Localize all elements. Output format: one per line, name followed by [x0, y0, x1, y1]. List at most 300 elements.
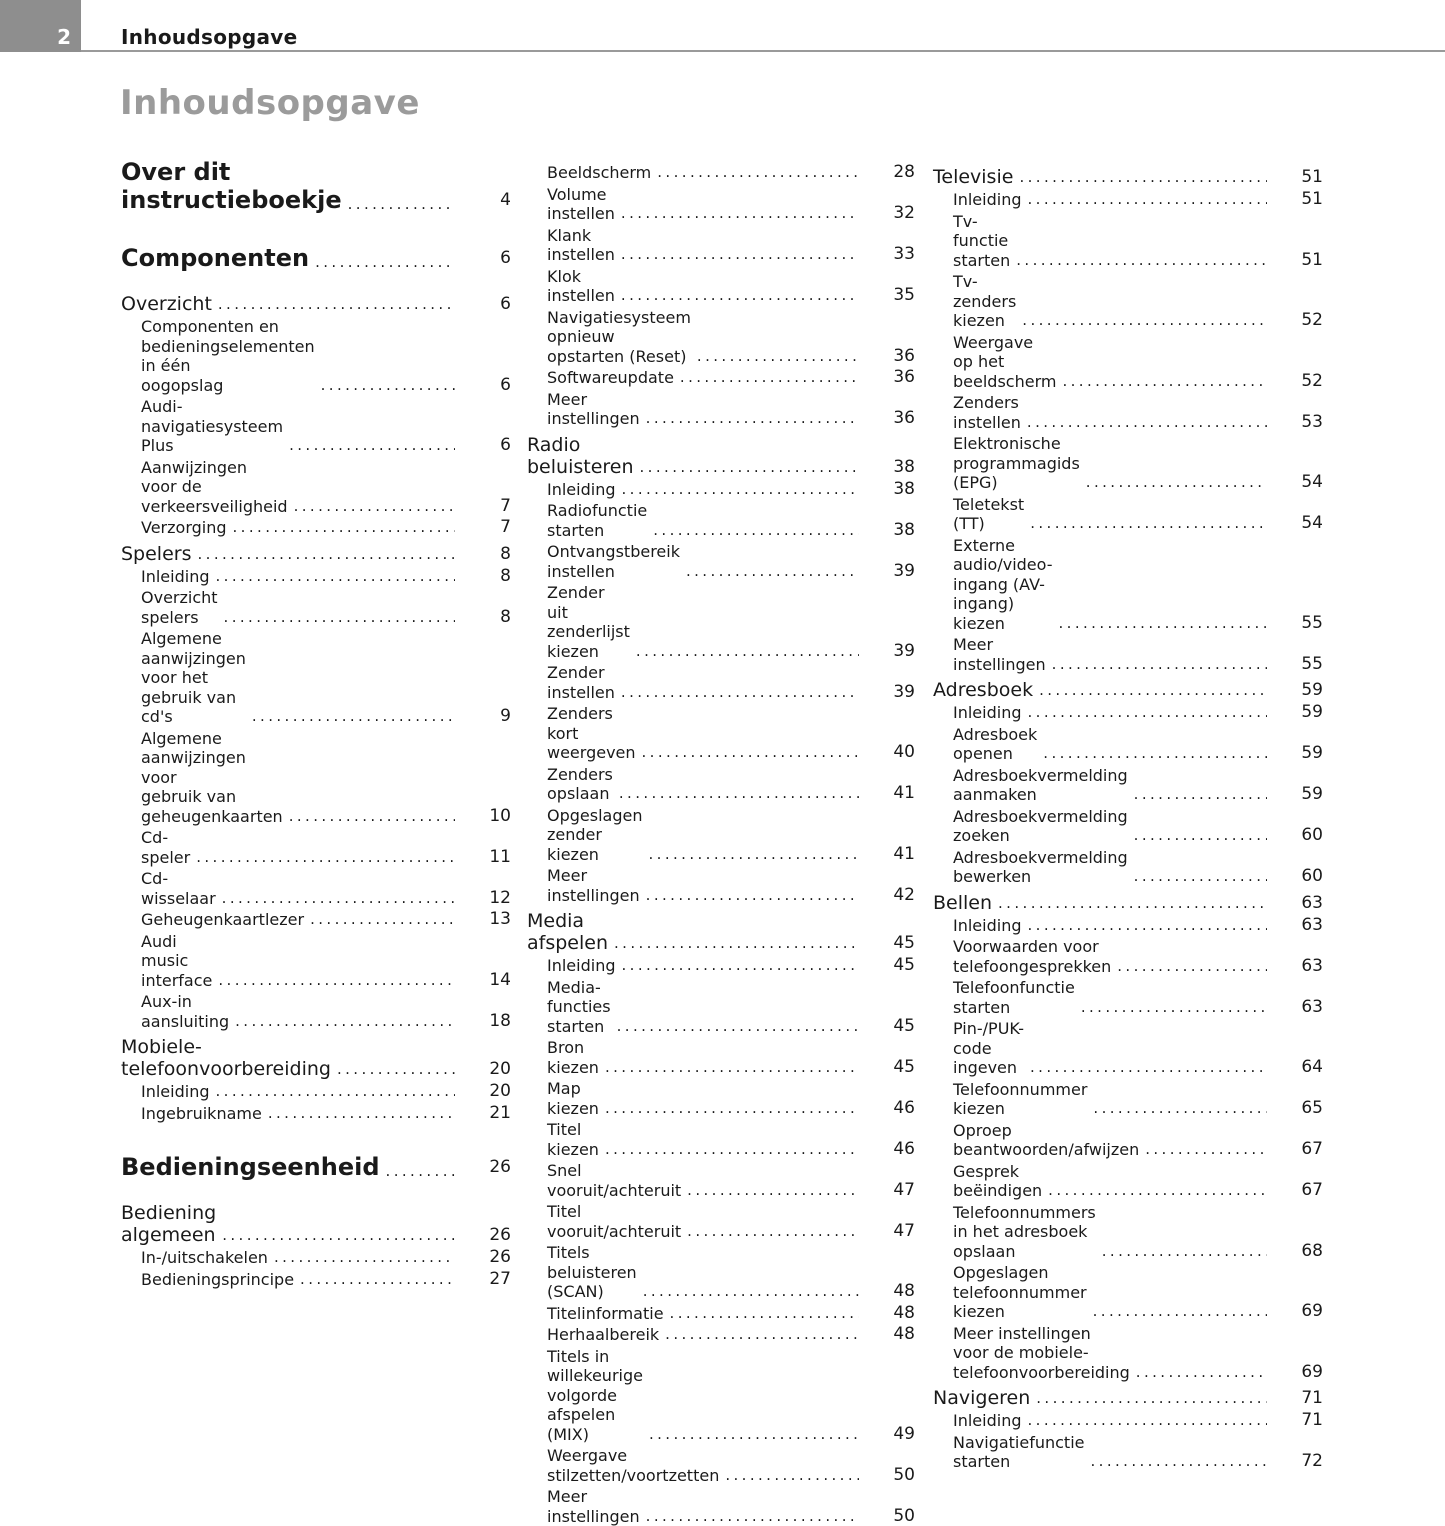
running-header: Inhoudsopgave: [121, 25, 298, 49]
toc-entry-title: Inleiding: [953, 190, 1022, 210]
toc-leader-dots: [647, 521, 859, 541]
toc-entry-title: Weergave stilzetten/voortzetten: [547, 1446, 719, 1485]
toc-page-number: 6: [455, 293, 511, 315]
toc-entry-title: Titel kiezen: [547, 1120, 599, 1159]
toc-entry-title: Weergave op het beeldscherm: [953, 333, 1056, 392]
toc-subentry: [527, 763, 915, 804]
toc-entry-title: Volume instellen: [547, 185, 615, 224]
toc-entry-title: Meer instellingen: [547, 390, 640, 429]
toc-entry-title: Navigeren: [933, 1387, 1030, 1409]
toc-subentry: [933, 188, 1323, 210]
toc-leader-dots: [1111, 957, 1267, 977]
toc-leader-dots: [216, 1224, 455, 1246]
toc-subentry: [933, 210, 1323, 271]
toc-page-number: 67: [1267, 1181, 1323, 1201]
toc-page-number: 52: [1267, 372, 1323, 392]
toc-page-number: 54: [1267, 473, 1323, 493]
toc-page-number: 9: [455, 707, 511, 727]
toc-leader-dots: [1030, 1387, 1267, 1409]
toc-entry-title: Adresboek openen: [953, 725, 1037, 764]
toc-subentry: [527, 388, 915, 429]
toc-page-number: 68: [1267, 1242, 1323, 1262]
toc-entry-title: Overzicht: [121, 293, 212, 315]
toc-page-number: 21: [455, 1104, 511, 1124]
toc-entry-title: Inleiding: [953, 1411, 1022, 1431]
toc-entry-title: Componenten: [121, 244, 309, 272]
toc-entry-title: Pin-/PUK-code ingeven: [953, 1019, 1024, 1078]
toc-page-number: 26: [455, 1224, 511, 1246]
toc-entry-title: Bron kiezen: [547, 1038, 599, 1077]
toc-subentry: [527, 1118, 915, 1159]
toc-subentry: [933, 493, 1323, 534]
toc-subentry: [933, 1409, 1323, 1431]
toc-subentry: [527, 1036, 915, 1077]
toc-page-number: 26: [455, 1153, 511, 1181]
toc-page-number: 18: [455, 1012, 511, 1032]
toc-page-number: 39: [859, 562, 915, 582]
toc-subentry: [527, 1345, 915, 1445]
toc-entry-title: Telefoonfunctie starten: [953, 978, 1075, 1017]
toc-page-number: 63: [1267, 892, 1323, 914]
toc-leader-dots: [1056, 372, 1267, 392]
page-number: 2: [57, 25, 71, 49]
toc-page-number: 63: [1267, 998, 1323, 1018]
toc-entry-title: Klank instellen: [547, 226, 615, 265]
toc-subentry: [527, 306, 915, 367]
toc-subentry: [527, 499, 915, 540]
toc-entry-title: Adresboek: [933, 679, 1033, 701]
toc-leader-dots: [227, 518, 455, 538]
toc-subentry: [121, 990, 511, 1031]
toc-page-number: 14: [455, 971, 511, 991]
toc-subentry: [933, 1160, 1323, 1201]
toc-leader-dots: [262, 1104, 455, 1124]
toc-entry-title: Zender instellen: [547, 663, 615, 702]
toc-leader-dots: [1080, 473, 1267, 493]
toc-page-number: 11: [455, 848, 511, 868]
toc-leader-dots: [615, 245, 859, 265]
toc-leader-dots: [1087, 1099, 1267, 1119]
toc-entry-title: Titel vooruit/achteruit: [547, 1202, 681, 1241]
toc-entry-title: Externe audio/video-ingang (AV- ingang) kiezen: [953, 536, 1053, 634]
toc-column-2: [527, 161, 915, 1526]
toc-page-number: 45: [859, 956, 915, 976]
toc-entry-title: Zender uit zenderlijst kiezen: [547, 583, 630, 661]
toc-page-number: 54: [1267, 514, 1323, 534]
toc-page-number: 59: [1267, 679, 1323, 701]
toc-page-number: 6: [455, 244, 511, 272]
toc-subentry: [933, 1201, 1323, 1262]
toc-subentry: [527, 864, 915, 905]
toc-page-number: 36: [859, 368, 915, 388]
toc-entry-title: Zenders instellen: [953, 393, 1021, 432]
toc-page-number: 47: [859, 1181, 915, 1201]
toc-leader-dots: [192, 543, 456, 565]
toc-entry-title: Map kiezen: [547, 1079, 599, 1118]
toc-page-number: 53: [1267, 413, 1323, 433]
toc-entry-title: Telefoonnummers in het adresboek opslaan: [953, 1203, 1096, 1262]
toc-entry-title: Titels in willekeurige volgorde afspelen (MIX): [547, 1347, 643, 1445]
toc-leader-dots: [1042, 1181, 1267, 1201]
toc-leader-dots: [1130, 1363, 1267, 1383]
toc-subentry: [527, 1159, 915, 1200]
toc-leader-dots: [1016, 311, 1267, 331]
toc-page-number: 71: [1267, 1411, 1323, 1431]
toc-subentry: [527, 1444, 915, 1485]
toc-subentry: [527, 265, 915, 306]
toc-page-number: 4: [455, 186, 511, 214]
toc-page-number: 36: [859, 409, 915, 429]
toc-page-number: 7: [455, 497, 511, 517]
toc-subentry: [933, 805, 1323, 846]
toc-subentry: [933, 432, 1323, 493]
toc-subentry: [933, 534, 1323, 634]
toc-page-number: 46: [859, 1099, 915, 1119]
toc-leader-dots: [616, 480, 860, 500]
toc-page-number: 10: [455, 807, 511, 827]
toc-entry-title: Media afspelen: [527, 910, 608, 954]
toc-leader-dots: [331, 1058, 455, 1080]
page-number-box: [0, 0, 81, 52]
toc-page-number: 38: [859, 480, 915, 500]
toc-page-number: 50: [859, 1507, 915, 1526]
toc-leader-dots: [681, 1222, 859, 1242]
toc-page-number: 28: [859, 163, 915, 183]
toc-leader-dots: [1010, 251, 1267, 271]
toc-entry-title: Navigatiesysteem opnieuw opstarten (Reset): [547, 308, 691, 367]
toc-leader-dots: [611, 1017, 859, 1037]
toc-entry-title: Meer instellingen: [547, 866, 640, 905]
toc-entry-title: Teletekst (TT): [953, 495, 1024, 534]
toc-entry-title: Inleiding: [953, 703, 1022, 723]
toc-subentry: [933, 723, 1323, 764]
toc-page-number: 60: [1267, 867, 1323, 887]
toc-entry-title: Media-functies starten: [547, 978, 611, 1037]
toc-subentry: [527, 1323, 915, 1345]
toc-page-number: 20: [455, 1082, 511, 1102]
toc-leader-dots: [664, 1304, 859, 1324]
toc-leader-dots: [1128, 867, 1267, 887]
toc-leader-dots: [309, 252, 455, 272]
toc-subentry: [527, 183, 915, 224]
toc-entry-title: Beeldscherm: [547, 163, 651, 183]
toc-subentry: [527, 540, 915, 581]
toc-leader-dots: [1021, 413, 1267, 433]
toc-leader-dots: [651, 163, 859, 183]
toc-entry-title: Klok instellen: [547, 267, 615, 306]
toc-subentry: [121, 727, 511, 827]
toc-subentry: [933, 270, 1323, 331]
toc-entry-title: Cd-speler: [141, 828, 190, 867]
toc-page-number: 51: [1267, 251, 1323, 271]
toc-leader-dots: [294, 1270, 455, 1290]
toc-leader-dots: [229, 1012, 455, 1032]
toc-page-number: 40: [859, 743, 915, 763]
toc-leader-dots: [1075, 998, 1267, 1018]
toc-page-number: 6: [455, 436, 511, 456]
toc-entry-title: Softwareupdate: [547, 368, 674, 388]
toc-chapter-entry: [933, 161, 1323, 188]
toc-leader-dots: [1084, 1452, 1267, 1472]
toc-entry-title: Bedieningseenheid: [121, 1153, 380, 1181]
toc-leader-dots: [1022, 190, 1268, 210]
toc-page-number: 49: [859, 1425, 915, 1445]
toc-page-number: 13: [455, 910, 511, 930]
toc-leader-dots: [1128, 826, 1267, 846]
toc-leader-dots: [992, 892, 1267, 914]
toc-entry-title: Meer instellingen voor de mobiele- telefoonvoorbereiding: [953, 1324, 1130, 1383]
toc-subentry: [933, 1322, 1323, 1383]
toc-entry-title: Radiofunctie starten: [547, 501, 647, 540]
toc-page-number: 8: [455, 543, 511, 565]
toc-subentry: [527, 702, 915, 763]
toc-entry-title: Titels beluisteren (SCAN): [547, 1243, 637, 1302]
toc-subentry: [527, 581, 915, 661]
toc-subentry: [121, 395, 511, 456]
toc-page-number: 67: [1267, 1140, 1323, 1160]
toc-entry-title: Oproep beantwoorden/afwijzen: [953, 1121, 1139, 1160]
toc-entry-title: Bediening algemeen: [121, 1202, 216, 1246]
toc-chapter-entry: [527, 905, 915, 954]
toc-chapter-entry: [121, 1197, 511, 1246]
toc-subentry: [933, 764, 1323, 805]
toc-subentry: [933, 633, 1323, 674]
toc-page-number: 6: [455, 376, 511, 396]
toc-entry-title: Opgeslagen telefoonnummer kiezen: [953, 1263, 1087, 1322]
toc-leader-dots: [1024, 1058, 1267, 1078]
toc-subentry: [933, 976, 1323, 1017]
page-title: Inhoudsopgave: [120, 82, 420, 124]
toc-page-number: 69: [1267, 1302, 1323, 1322]
toc-page-number: 20: [455, 1058, 511, 1080]
toc-entry-title: Inleiding: [141, 567, 210, 587]
toc-page-number: 41: [859, 845, 915, 865]
toc-leader-dots: [659, 1325, 859, 1345]
toc-subentry: [933, 846, 1323, 887]
toc-leader-dots: [1046, 655, 1267, 675]
toc-entry-title: Tv-zenders kiezen: [953, 272, 1016, 331]
toc-page-number: 45: [859, 1017, 915, 1037]
toc-subentry: [121, 516, 511, 538]
toc-page-number: 41: [859, 784, 915, 804]
toc-entry-title: Telefoonnummer kiezen: [953, 1080, 1087, 1119]
toc-entry-title: Zenders opslaan: [547, 765, 613, 804]
toc-subentry: [121, 1080, 511, 1102]
toc-entry-title: Cd-wisselaar: [141, 869, 216, 908]
toc-entry-title: Opgeslagen zender kiezen: [547, 806, 642, 865]
toc-subentry: [527, 1241, 915, 1302]
toc-entry-title: Aux-in aansluiting: [141, 992, 229, 1031]
toc-page-number: 59: [1267, 744, 1323, 764]
toc-leader-dots: [1139, 1140, 1267, 1160]
toc-page-number: 65: [1267, 1099, 1323, 1119]
toc-column-1: [121, 158, 511, 1289]
toc-page-number: 63: [1267, 916, 1323, 936]
toc-leader-dots: [674, 368, 859, 388]
toc-page-number: 47: [859, 1222, 915, 1242]
toc-page-number: 48: [859, 1282, 915, 1302]
toc-page-number: 35: [859, 286, 915, 306]
toc-subentry: [121, 565, 511, 587]
toc-leader-dots: [642, 845, 859, 865]
toc-leader-dots: [640, 1507, 859, 1526]
toc-entry-title: Inleiding: [547, 480, 616, 500]
toc-page-number: 33: [859, 245, 915, 265]
toc-subentry: [527, 976, 915, 1037]
toc-leader-dots: [615, 286, 859, 306]
toc-page-number: 50: [859, 1466, 915, 1486]
toc-leader-dots: [212, 293, 455, 315]
toc-leader-dots: [691, 347, 859, 367]
toc-subentry: [933, 935, 1323, 976]
toc-entry-title: Audi music interface: [141, 932, 212, 991]
toc-page-number: 48: [859, 1325, 915, 1345]
toc-entry-title: Adresboekvermelding aanmaken: [953, 766, 1128, 805]
toc-page-number: 69: [1267, 1363, 1323, 1383]
toc-subentry: [933, 331, 1323, 392]
toc-entry-title: Zenders kort weergeven: [547, 704, 636, 763]
toc-page-number: 12: [455, 889, 511, 909]
toc-subentry: [527, 366, 915, 388]
toc-subentry: [527, 224, 915, 265]
toc-entry-title: Bellen: [933, 892, 992, 914]
toc-entry-title: Voorwaarden voor telefoongesprekken: [953, 937, 1111, 976]
toc-page-number: 60: [1267, 826, 1323, 846]
toc-subentry: [933, 1017, 1323, 1078]
toc-subentry: [933, 1078, 1323, 1119]
toc-leader-dots: [640, 886, 859, 906]
toc-leader-dots: [1128, 785, 1267, 805]
toc-leader-dots: [218, 608, 455, 628]
toc-page-number: 45: [859, 932, 915, 954]
toc-subentry: [121, 456, 511, 517]
toc-leader-dots: [210, 1082, 456, 1102]
toc-page-number: 38: [859, 456, 915, 478]
toc-leader-dots: [681, 1181, 859, 1201]
toc-page-number: 52: [1267, 311, 1323, 331]
toc-subentry: [121, 867, 511, 908]
toc-page-number: 51: [1267, 190, 1323, 210]
toc-chapter-entry: [933, 1382, 1323, 1409]
toc-page-number: 46: [859, 1140, 915, 1160]
toc-entry-title: In-/uitschakelen: [141, 1248, 268, 1268]
toc-page-number: 51: [1267, 166, 1323, 188]
toc-entry-title: Geheugenkaartlezer: [141, 910, 304, 930]
toc-page-number: 39: [859, 683, 915, 703]
toc-entry-title: Algemene aanwijzingen voor het gebruik van cd's: [141, 629, 246, 727]
toc-page-number: 42: [859, 886, 915, 906]
toc-leader-dots: [1022, 703, 1268, 723]
toc-page-number: 27: [455, 1270, 511, 1290]
toc-subentry: [933, 1261, 1323, 1322]
toc-entry-title: Televisie: [933, 166, 1013, 188]
toc-leader-dots: [599, 1099, 859, 1119]
toc-entry-title: Verzorging: [141, 518, 227, 538]
toc-entry-title: Inleiding: [547, 956, 616, 976]
toc-subentry: [933, 914, 1323, 936]
toc-subentry: [121, 930, 511, 991]
toc-chapter-entry: [121, 538, 511, 565]
toc-leader-dots: [640, 409, 859, 429]
toc-leader-dots: [380, 1161, 455, 1181]
toc-leader-dots: [210, 567, 456, 587]
toc-section-entry: [121, 1153, 511, 1181]
toc-page-number: 48: [859, 1304, 915, 1324]
toc-page-number: 59: [1267, 703, 1323, 723]
toc-subentry: [121, 627, 511, 727]
toc-leader-dots: [1024, 514, 1267, 534]
toc-entry-title: Herhaalbereik: [547, 1325, 659, 1345]
toc-leader-dots: [1022, 916, 1268, 936]
toc-entry-title: Inleiding: [953, 916, 1022, 936]
toc-entry-title: Elektronische programmagids (EPG): [953, 434, 1080, 493]
toc-leader-dots: [304, 910, 455, 930]
toc-subentry: [933, 1431, 1323, 1472]
toc-page-number: 63: [1267, 957, 1323, 977]
toc-leader-dots: [636, 743, 859, 763]
toc-chapter-entry: [121, 288, 511, 315]
toc-page-number: 45: [859, 1058, 915, 1078]
toc-leader-dots: [680, 562, 859, 582]
toc-subentry: [121, 586, 511, 627]
toc-entry-title: Audi-navigatiesysteem Plus: [141, 397, 283, 456]
toc-leader-dots: [613, 784, 859, 804]
toc-entry-title: Inleiding: [141, 1082, 210, 1102]
toc-leader-dots: [1013, 166, 1267, 188]
toc-entry-title: Navigatiefunctie starten: [953, 1433, 1084, 1472]
toc-entry-title: Tv-functie starten: [953, 212, 1010, 271]
toc-entry-title: Adresboekvermelding zoeken: [953, 807, 1128, 846]
toc-subentry: [527, 1302, 915, 1324]
toc-page-number: 71: [1267, 1387, 1323, 1409]
toc-leader-dots: [599, 1140, 859, 1160]
toc-subentry: [121, 1268, 511, 1290]
toc-subentry: [121, 1102, 511, 1124]
toc-entry-title: Radio beluisteren: [527, 434, 634, 478]
toc-subentry: [121, 826, 511, 867]
toc-leader-dots: [637, 1282, 859, 1302]
toc-leader-dots: [615, 204, 859, 224]
toc-leader-dots: [246, 707, 455, 727]
toc-page-number: 64: [1267, 1058, 1323, 1078]
toc-page-number: 72: [1267, 1452, 1323, 1472]
toc-entry-title: Aanwijzingen voor de verkeersveiligheid: [141, 458, 288, 517]
toc-subentry: [527, 1485, 915, 1526]
toc-leader-dots: [288, 497, 455, 517]
toc-leader-dots: [1033, 679, 1267, 701]
toc-entry-title: Snel vooruit/achteruit: [547, 1161, 681, 1200]
toc-leader-dots: [1037, 744, 1267, 764]
toc-page-number: 38: [859, 521, 915, 541]
toc-leader-dots: [342, 194, 455, 214]
toc-leader-dots: [643, 1425, 859, 1445]
toc-entry-title: Titelinformatie: [547, 1304, 664, 1324]
toc-entry-title: Over dit instructieboekje: [121, 158, 342, 214]
toc-leader-dots: [212, 971, 455, 991]
toc-page-number: 32: [859, 204, 915, 224]
toc-page-number: 36: [859, 347, 915, 367]
toc-leader-dots: [268, 1248, 455, 1268]
toc-subentry: [121, 908, 511, 930]
toc-entry-title: Gesprek beëindigen: [953, 1162, 1042, 1201]
toc-leader-dots: [719, 1466, 859, 1486]
toc-leader-dots: [599, 1058, 859, 1078]
toc-subentry: [527, 954, 915, 976]
toc-entry-title: Adresboekvermelding bewerken: [953, 848, 1128, 887]
toc-leader-dots: [615, 683, 859, 703]
toc-page-number: 59: [1267, 785, 1323, 805]
toc-leader-dots: [1053, 614, 1268, 634]
